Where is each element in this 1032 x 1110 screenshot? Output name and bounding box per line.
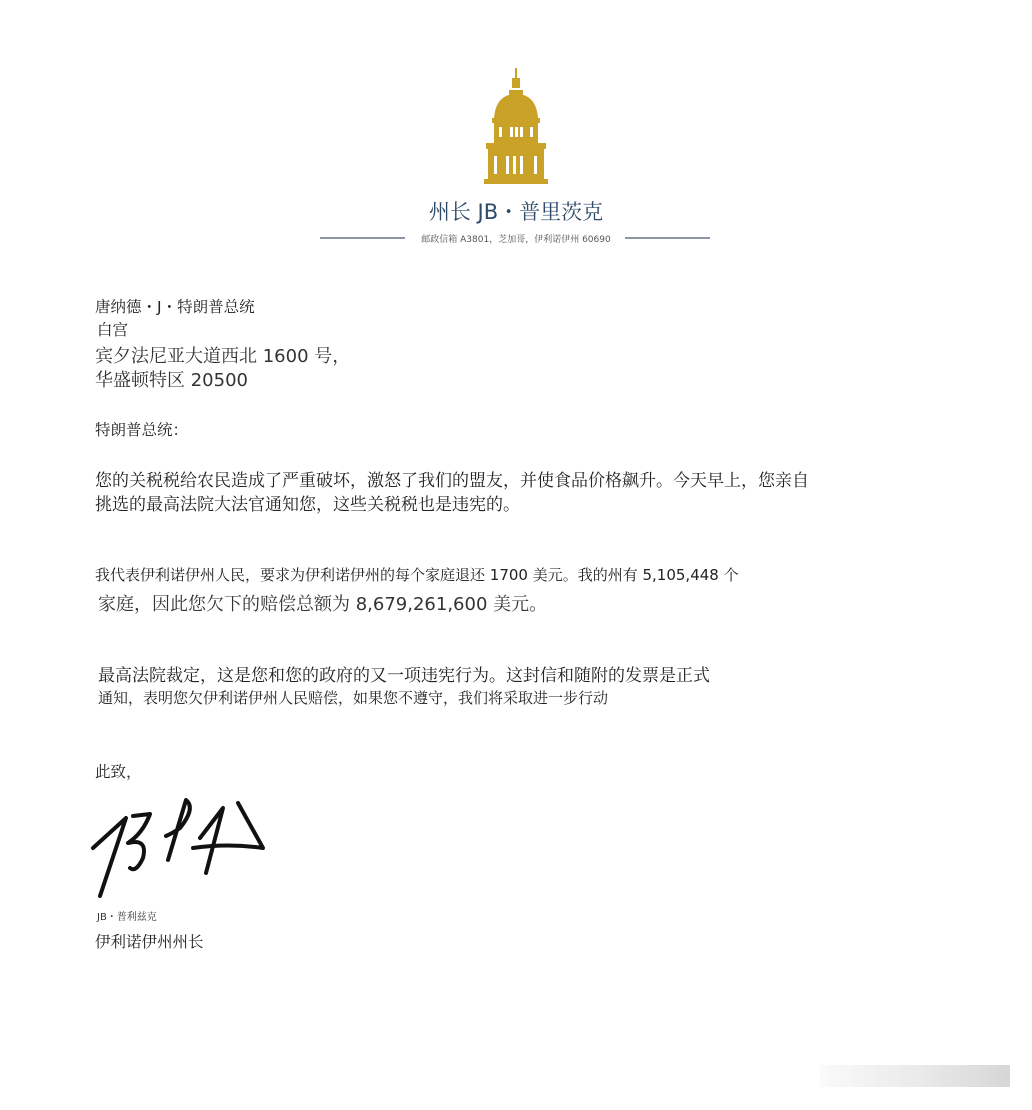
letterhead-title: 州长 JB・普里茨克 xyxy=(428,200,604,224)
paragraph-1-line-2: 挑选的最高法院大法官通知您，这些关税税也是违宪的。 xyxy=(95,495,520,515)
paragraph-3-line-1: 最高法院裁定，这是您和您的政府的又一项违宪行为。这封信和随附的发票是正式 xyxy=(98,666,710,686)
signer-name: JB・普利兹克 xyxy=(97,912,157,923)
closing: 此致， xyxy=(95,763,142,781)
signer-title: 伊利诺伊州州长 xyxy=(95,933,204,951)
letterhead-address: 邮政信箱 A3801，芝加哥，伊利诺伊州 60690 xyxy=(421,235,611,245)
paragraph-2-line-2: 家庭，因此您欠下的赔偿总额为 8,679,261,600 美元。 xyxy=(98,594,548,615)
recipient-street: 宾夕法尼亚大道西北 1600 号， xyxy=(95,346,351,367)
paragraph-3-line-2: 通知，表明您欠伊利诺伊州人民赔偿，如果您不遵守，我们将采取进一步行动 xyxy=(98,689,609,707)
recipient-name: 唐纳德・J・特朗普总统 xyxy=(95,298,255,316)
recipient-city: 华盛顿特区 20500 xyxy=(95,370,248,391)
divider-right xyxy=(625,237,710,239)
watermark xyxy=(820,1065,1010,1087)
paragraph-1-line-1: 您的关税税给农民造成了严重破坏，激怒了我们的盟友，并使食品价格飙升。今天早上，您亲自 xyxy=(95,471,809,491)
capitol-dome-logo xyxy=(482,68,550,186)
handwritten-signature xyxy=(88,788,273,903)
paragraph-2-line-1: 我代表伊利诺伊州人民，要求为伊利诺伊州的每个家庭退还 1700 美元。我的州有 5,105,448 个 xyxy=(95,566,739,584)
recipient-org: 白宫 xyxy=(97,321,129,339)
salutation: 特朗普总统： xyxy=(95,421,189,439)
